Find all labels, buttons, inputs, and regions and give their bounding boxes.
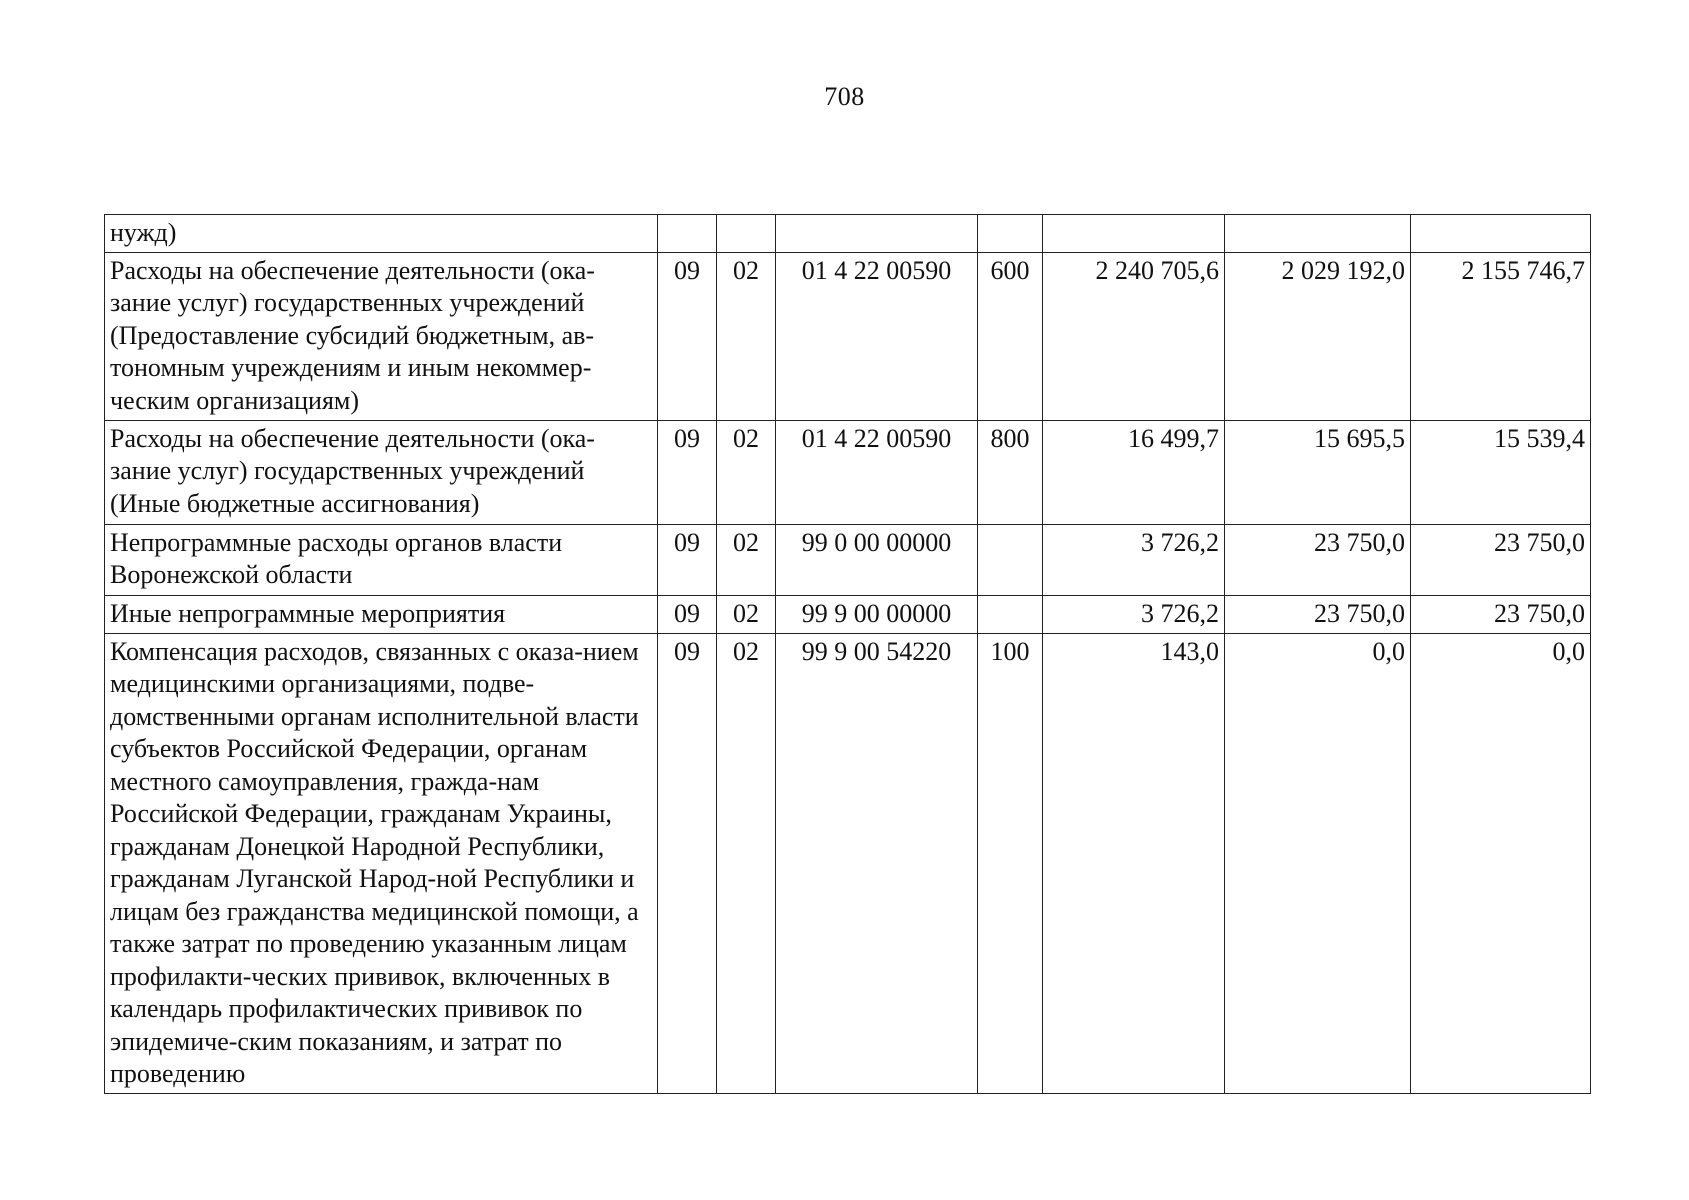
row-name: Иные непрограммные мероприятия bbox=[105, 595, 658, 633]
row-amount-1: 143,0 bbox=[1043, 633, 1225, 1093]
row-name: нужд) bbox=[105, 215, 658, 253]
row-subsection: 02 bbox=[717, 420, 776, 524]
row-expense-type bbox=[978, 524, 1043, 595]
row-section: 09 bbox=[658, 252, 717, 420]
row-amount-2: 2 029 192,0 bbox=[1225, 252, 1411, 420]
row-amount-3: 15 539,4 bbox=[1411, 420, 1591, 524]
page-number: 708 bbox=[824, 82, 865, 111]
row-amount-3: 23 750,0 bbox=[1411, 524, 1591, 595]
row-subsection bbox=[717, 215, 776, 253]
row-section bbox=[658, 215, 717, 253]
row-amount-3: 2 155 746,7 bbox=[1411, 252, 1591, 420]
table-row bbox=[105, 633, 1591, 1093]
row-expense-type: 800 bbox=[978, 420, 1043, 524]
row-name: Компенсация расходов, связанных с оказа-нием медицинскими организациями, подве-домственными органам исполнительной власти субъектов Российской Федерации, органам местного самоуправления, гражда-нам Российской Федерации, гражданам Украины, гражданам Донецкой Народной Республики, гражданам Луганской Народ-ной Республики и лицам без гражданства медицинской помощи, а также затрат по проведению указанным лицам профилакти-ческих прививок, включенных в календарь профилактических прививок по эпидемиче-ским показаниям, и затрат по проведению bbox=[105, 633, 658, 1093]
row-expense-type: 100 bbox=[978, 633, 1043, 1093]
row-target-article: 01 4 22 00590 bbox=[776, 420, 978, 524]
row-target-article: 99 9 00 54220 bbox=[776, 633, 978, 1093]
row-amount-3: 23 750,0 bbox=[1411, 595, 1591, 633]
row-expense-type bbox=[978, 215, 1043, 253]
row-section: 09 bbox=[658, 420, 717, 524]
row-target-article: 99 9 00 00000 bbox=[776, 595, 978, 633]
table-row bbox=[105, 252, 1591, 420]
table-row bbox=[105, 524, 1591, 595]
row-amount-2 bbox=[1225, 215, 1411, 253]
row-name: Расходы на обеспечение деятельности (ока-зание услуг) государственных учреждений (Предоставление субсидий бюджетным, ав-тономным учреждениям и иным некоммер-ческим организациям) bbox=[105, 252, 658, 420]
row-subsection: 02 bbox=[717, 595, 776, 633]
row-section: 09 bbox=[658, 524, 717, 595]
row-amount-3 bbox=[1411, 215, 1591, 253]
row-target-article: 01 4 22 00590 bbox=[776, 252, 978, 420]
row-amount-1 bbox=[1043, 215, 1225, 253]
row-subsection: 02 bbox=[717, 633, 776, 1093]
row-expense-type bbox=[978, 595, 1043, 633]
row-amount-1: 3 726,2 bbox=[1043, 595, 1225, 633]
row-section: 09 bbox=[658, 595, 717, 633]
row-subsection: 02 bbox=[717, 524, 776, 595]
row-amount-2: 23 750,0 bbox=[1225, 595, 1411, 633]
row-name: Непрограммные расходы органов власти Воронежской области bbox=[105, 524, 658, 595]
row-amount-1: 2 240 705,6 bbox=[1043, 252, 1225, 420]
budget-table bbox=[104, 214, 1591, 1094]
row-subsection: 02 bbox=[717, 252, 776, 420]
row-amount-2: 0,0 bbox=[1225, 633, 1411, 1093]
row-name: Расходы на обеспечение деятельности (ока-зание услуг) государственных учреждений (Иные бюджетные ассигнования) bbox=[105, 420, 658, 524]
row-amount-3: 0,0 bbox=[1411, 633, 1591, 1093]
row-amount-1: 16 499,7 bbox=[1043, 420, 1225, 524]
table-row bbox=[105, 595, 1591, 633]
table-row bbox=[105, 420, 1591, 524]
row-expense-type: 600 bbox=[978, 252, 1043, 420]
row-target-article bbox=[776, 215, 978, 253]
row-target-article: 99 0 00 00000 bbox=[776, 524, 978, 595]
row-section: 09 bbox=[658, 633, 717, 1093]
row-amount-1: 3 726,2 bbox=[1043, 524, 1225, 595]
row-amount-2: 23 750,0 bbox=[1225, 524, 1411, 595]
row-amount-2: 15 695,5 bbox=[1225, 420, 1411, 524]
table-row bbox=[105, 215, 1591, 253]
